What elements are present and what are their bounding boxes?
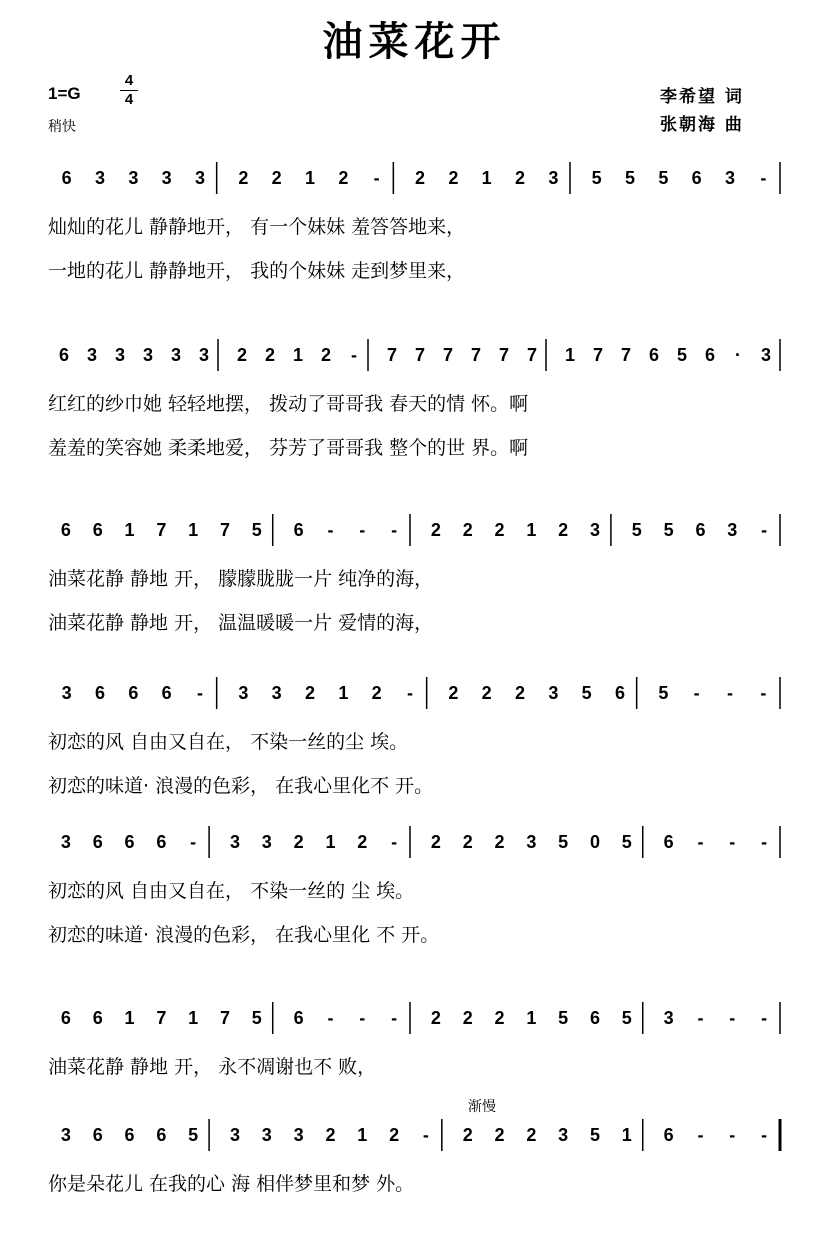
note: 5 <box>591 168 602 188</box>
note: 5 <box>663 520 674 540</box>
lyric-line: 油菜花静 静地 开， 永不凋谢也不 败， <box>48 1056 377 1078</box>
note: 2 <box>320 345 332 365</box>
note: 5 <box>589 1125 601 1145</box>
note: 0 <box>589 832 601 852</box>
note: 7 <box>470 345 482 365</box>
lyric-line: 红红的纱巾她 轻轻地摆， 拨动了哥哥我 春天的情 怀。啊 <box>48 393 529 415</box>
note: 3 <box>229 832 241 852</box>
note: 3 <box>128 168 139 188</box>
note: 3 <box>558 1125 569 1145</box>
note: 3 <box>114 345 126 365</box>
note: 7 <box>156 520 167 540</box>
note: 2 <box>430 1008 441 1028</box>
note: 2 <box>494 1008 505 1028</box>
note: - <box>190 832 197 852</box>
note: 6 <box>614 683 626 703</box>
note: - <box>727 683 733 703</box>
lyric-line: 一地的花儿 静静地开， 我的个妹妹 走到梦里来， <box>48 260 466 282</box>
note: 6 <box>589 1008 601 1028</box>
note: - <box>761 832 768 852</box>
note: 3 <box>548 168 559 188</box>
note: 6 <box>94 683 106 703</box>
note: - <box>422 1125 429 1145</box>
note: 6 <box>92 520 103 540</box>
note: - <box>327 1008 334 1028</box>
lyric-line: 油菜花静 静地 开， 朦朦胧胧一片 纯净的海， <box>48 568 434 590</box>
note: 3 <box>271 683 282 703</box>
note: 2 <box>514 683 526 703</box>
note: 2 <box>293 832 304 852</box>
note: - <box>729 1125 736 1145</box>
note: 2 <box>264 345 276 365</box>
notation-row <box>40 824 800 864</box>
lyric-line: 初恋的味道· 浪漫的色彩， 在我心里化不 开。 <box>48 775 434 797</box>
note: 2 <box>448 168 459 188</box>
note: - <box>697 1008 704 1028</box>
key-signature: 1=G <box>48 84 81 103</box>
note: 6 <box>156 1125 167 1145</box>
note: 5 <box>621 832 632 852</box>
note: 2 <box>430 520 441 540</box>
note: 6 <box>691 168 702 188</box>
note: - <box>197 683 203 703</box>
note: 7 <box>386 345 398 365</box>
composer-credit: 张朝海 曲 <box>660 115 744 135</box>
note: 5 <box>621 1008 632 1028</box>
note: 5 <box>558 832 569 852</box>
tempo-marking: 稍快 <box>48 119 76 135</box>
note: · <box>735 345 741 365</box>
lyricist-credit: 李希望 词 <box>660 87 744 107</box>
note: 3 <box>94 168 106 188</box>
note: 2 <box>357 832 368 852</box>
note: 2 <box>514 168 526 188</box>
note: 7 <box>526 345 538 365</box>
note: - <box>391 832 398 852</box>
note: - <box>729 832 736 852</box>
note: - <box>359 1008 366 1028</box>
note: - <box>760 168 767 188</box>
note: - <box>697 832 704 852</box>
note: 1 <box>481 168 492 188</box>
lyric-line: 灿灿的花儿 静静地开， 有一个妹妹 羞答答地来， <box>48 216 466 238</box>
note: - <box>760 683 767 703</box>
note: 7 <box>414 345 426 365</box>
note: 7 <box>219 520 231 540</box>
note: - <box>761 1125 768 1145</box>
note: - <box>373 168 380 188</box>
note: 1 <box>338 683 349 703</box>
note: 7 <box>620 345 632 365</box>
note: 3 <box>724 168 736 188</box>
lyric-line: 你是朵花儿 在我的心 海 相伴梦里和梦 外。 <box>48 1173 415 1195</box>
note: 2 <box>481 683 492 703</box>
note: 6 <box>60 1008 71 1028</box>
note: - <box>697 1125 704 1145</box>
note: 1 <box>325 832 336 852</box>
note: 6 <box>124 1125 135 1145</box>
notation-row <box>40 337 800 377</box>
note: 6 <box>293 1008 304 1028</box>
note: - <box>693 683 700 703</box>
note: 3 <box>229 1125 241 1145</box>
note: 3 <box>142 345 154 365</box>
note: 2 <box>271 168 282 188</box>
note: 7 <box>442 345 454 365</box>
note: 2 <box>462 1125 473 1145</box>
note: 1 <box>292 345 304 365</box>
note: 6 <box>124 832 135 852</box>
note: 3 <box>261 832 272 852</box>
note: 6 <box>161 683 172 703</box>
note: 2 <box>448 683 459 703</box>
note: 6 <box>58 345 70 365</box>
note: 7 <box>592 345 604 365</box>
note: 5 <box>658 168 669 188</box>
note: 1 <box>621 1125 632 1145</box>
note: 3 <box>760 345 772 365</box>
note: 2 <box>430 832 441 852</box>
note: 7 <box>219 1008 231 1028</box>
note: - <box>761 520 768 540</box>
note: 2 <box>238 168 249 188</box>
note: 2 <box>325 1125 336 1145</box>
lyric-line: 油菜花静 静地 开， 温温暖暖一片 爱情的海， <box>48 612 434 634</box>
note: 6 <box>156 832 167 852</box>
time-sig-denominator: 4 <box>120 90 138 109</box>
note: 1 <box>304 168 316 188</box>
note: 5 <box>631 520 642 540</box>
note: 3 <box>198 345 210 365</box>
note: - <box>761 1008 768 1028</box>
lyric-line: 羞羞的笑容她 柔柔地爱， 芬芳了哥哥我 整个的世 界。啊 <box>48 437 529 459</box>
note: 6 <box>92 832 103 852</box>
note: 3 <box>161 168 172 188</box>
note: 6 <box>128 683 139 703</box>
note: - <box>729 1008 736 1028</box>
note: 2 <box>462 1008 473 1028</box>
note: 1 <box>124 520 135 540</box>
note: 5 <box>676 345 688 365</box>
note: 1 <box>188 520 199 540</box>
notation-row <box>40 512 800 552</box>
note: 5 <box>251 1008 262 1028</box>
note: 2 <box>338 168 349 188</box>
note: - <box>391 520 398 540</box>
note: 2 <box>494 1125 505 1145</box>
note: 6 <box>61 168 72 188</box>
note: 3 <box>170 345 182 365</box>
note: 1 <box>188 1008 199 1028</box>
notation-row <box>40 160 800 200</box>
note: 6 <box>293 520 304 540</box>
note: 3 <box>663 1008 674 1028</box>
song-title: 油菜花开 <box>322 19 507 65</box>
lyric-line: 初恋的风 自由又自在， 不染一丝的尘 埃。 <box>48 731 409 753</box>
notation-row <box>40 1117 800 1157</box>
note: 3 <box>194 168 206 188</box>
note: 3 <box>261 1125 272 1145</box>
note: 1 <box>124 1008 135 1028</box>
note: 2 <box>494 832 505 852</box>
note: 2 <box>462 832 473 852</box>
note: 2 <box>236 345 248 365</box>
note: - <box>391 1008 398 1028</box>
note: 6 <box>92 1008 103 1028</box>
note: 5 <box>624 168 636 188</box>
note: 5 <box>581 683 592 703</box>
note: 6 <box>60 520 71 540</box>
note: 6 <box>663 832 674 852</box>
lyric-line: 初恋的风 自由又自在， 不染一丝的 尘 埃。 <box>48 880 415 902</box>
note: 2 <box>304 683 316 703</box>
note: - <box>407 683 413 703</box>
note: 3 <box>86 345 98 365</box>
note: - <box>327 520 334 540</box>
note: 2 <box>371 683 382 703</box>
note: 1 <box>564 345 576 365</box>
note: 2 <box>389 1125 400 1145</box>
note: 7 <box>498 345 510 365</box>
note: 1 <box>526 520 537 540</box>
note: 3 <box>548 683 559 703</box>
time-signature <box>120 72 138 109</box>
note: 6 <box>695 520 706 540</box>
note: 3 <box>60 832 71 852</box>
notation-row <box>40 1000 800 1040</box>
note: - <box>359 520 366 540</box>
note: 5 <box>658 683 669 703</box>
note: 3 <box>60 1125 71 1145</box>
note: 2 <box>526 1125 537 1145</box>
lyric-line: 初恋的味道· 浪漫的色彩， 在我心里化 不 开。 <box>48 924 440 946</box>
note: 1 <box>526 1008 537 1028</box>
note: 2 <box>558 520 569 540</box>
note: 3 <box>727 520 738 540</box>
note: - <box>351 345 357 365</box>
note: 3 <box>293 1125 304 1145</box>
note: 2 <box>462 520 473 540</box>
note: 1 <box>357 1125 368 1145</box>
notation-row <box>40 675 800 715</box>
note: 7 <box>156 1008 167 1028</box>
note: 5 <box>558 1008 569 1028</box>
note: 3 <box>61 683 72 703</box>
note: 3 <box>526 832 537 852</box>
note: 6 <box>663 1125 674 1145</box>
expression-mark: 渐慢 <box>468 1099 496 1115</box>
note: 6 <box>648 345 660 365</box>
note: 5 <box>188 1125 199 1145</box>
note: 6 <box>704 345 716 365</box>
note: 2 <box>414 168 426 188</box>
time-sig-numerator: 4 <box>124 72 134 89</box>
note: 3 <box>238 683 249 703</box>
note: 3 <box>589 520 601 540</box>
note: 6 <box>92 1125 103 1145</box>
note: 5 <box>251 520 262 540</box>
note: 2 <box>494 520 505 540</box>
